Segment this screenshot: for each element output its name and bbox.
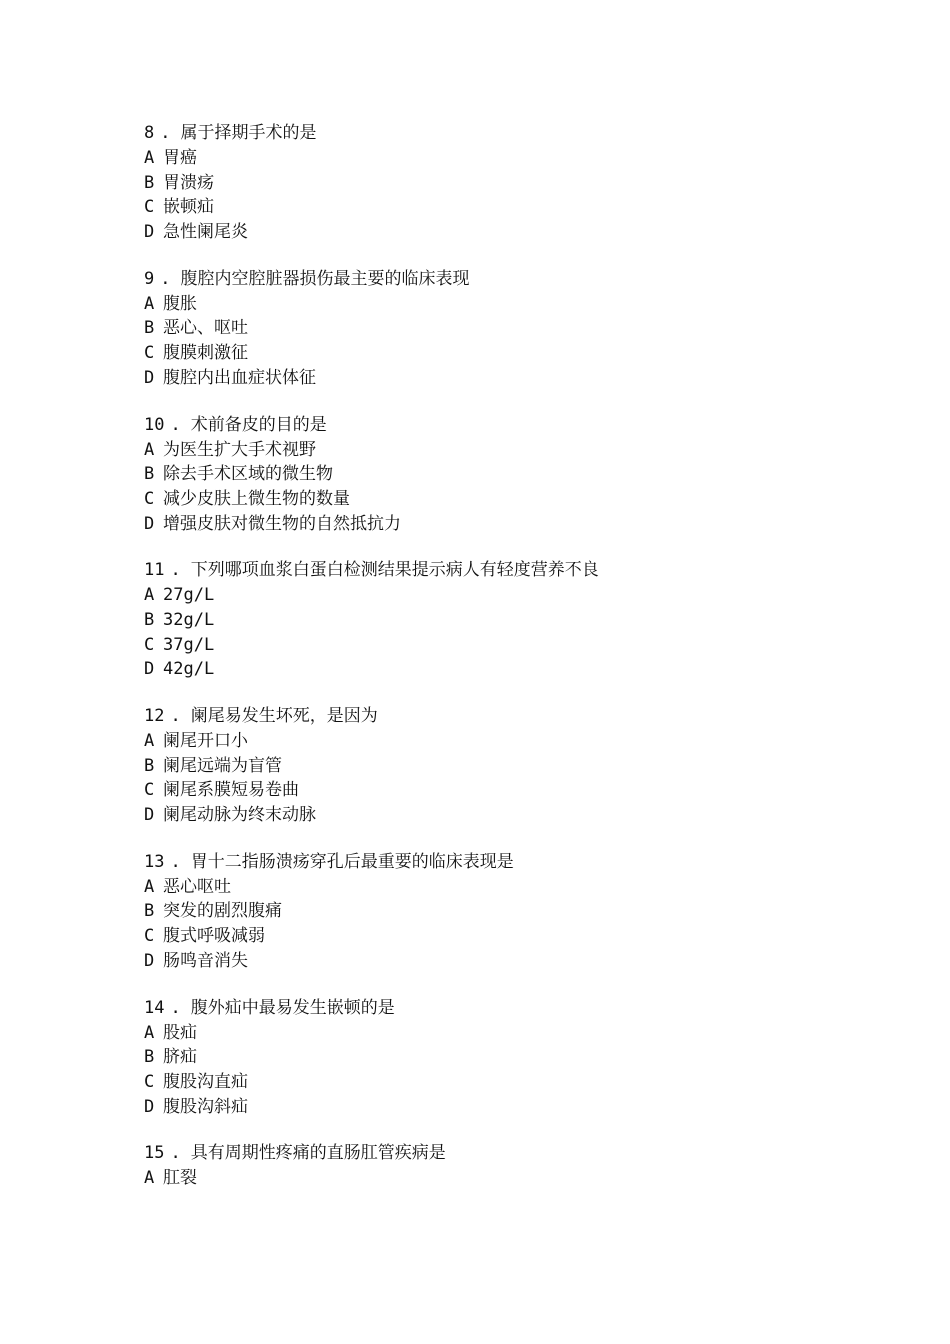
question-text: 术前备皮的目的是 <box>190 414 327 435</box>
option-a <box>144 292 904 317</box>
option-letter: A <box>144 1168 155 1189</box>
question-10 <box>144 413 904 537</box>
option-letter: D <box>144 367 155 388</box>
option-text: 嵌顿疝 <box>163 197 214 218</box>
question-stem <box>144 704 904 729</box>
question-dot: . <box>160 268 171 289</box>
option-d <box>144 512 904 537</box>
question-text: 腹腔内空腔脏器损伤最主要的临床表现 <box>180 268 470 289</box>
option-text: 肠鸣音消失 <box>163 950 248 971</box>
option-d <box>144 220 904 245</box>
question-stem <box>144 558 904 583</box>
question-number: 10 <box>144 414 165 435</box>
option-text: 减少皮肤上微生物的数量 <box>163 488 350 509</box>
option-letter: C <box>144 780 155 801</box>
question-number: 9 <box>144 268 155 289</box>
option-letter: B <box>144 464 155 485</box>
option-text: 阑尾系膜短易卷曲 <box>163 780 299 801</box>
option-letter: B <box>144 755 155 776</box>
option-letter: A <box>144 876 155 897</box>
question-stem <box>144 267 904 292</box>
option-c <box>144 778 904 803</box>
option-c <box>144 633 904 658</box>
option-text: 腹膜刺激征 <box>163 343 248 364</box>
option-letter: B <box>144 901 155 922</box>
option-d <box>144 949 904 974</box>
option-letter: C <box>144 1071 155 1092</box>
option-letter: D <box>144 222 155 243</box>
option-text: 37g/L <box>163 634 215 655</box>
option-text: 胃癌 <box>163 148 197 168</box>
option-letter: D <box>144 1096 155 1117</box>
option-letter: A <box>144 439 155 460</box>
question-number: 13 <box>144 851 165 872</box>
option-a <box>144 438 904 463</box>
option-text: 腹腔内出血症状体征 <box>163 367 316 388</box>
question-text: 下列哪项血浆白蛋白检测结果提示病人有轻度营养不良 <box>190 560 599 581</box>
question-text: 阑尾易发生坏死，是因为 <box>190 706 378 726</box>
option-text: 急性阑尾炎 <box>163 222 248 243</box>
option-letter: B <box>144 318 155 339</box>
question-9 <box>144 267 904 391</box>
question-text: 腹外疝中最易发生嵌顿的是 <box>190 997 395 1018</box>
option-text: 除去手术区域的微生物 <box>163 464 333 485</box>
question-15 <box>144 1141 904 1191</box>
question-number: 12 <box>144 706 165 726</box>
question-number: 11 <box>144 560 165 581</box>
option-text: 肛裂 <box>163 1168 197 1189</box>
option-d <box>144 1095 904 1120</box>
question-dot: . <box>160 123 171 143</box>
question-stem <box>144 996 904 1021</box>
option-c <box>144 1070 904 1095</box>
option-text: 27g/L <box>163 585 215 606</box>
option-letter: D <box>144 659 155 680</box>
option-letter: C <box>144 343 155 364</box>
question-dot: . <box>170 851 181 872</box>
option-text: 32g/L <box>163 609 215 630</box>
option-letter: C <box>144 634 155 655</box>
option-d <box>144 366 904 391</box>
option-letter: B <box>144 172 155 193</box>
option-text: 为医生扩大手术视野 <box>163 439 316 460</box>
option-letter: C <box>144 197 155 218</box>
option-b <box>144 171 904 196</box>
option-letter: C <box>144 488 155 509</box>
option-d <box>144 803 904 828</box>
document-page <box>144 121 904 1213</box>
option-letter: D <box>144 950 155 971</box>
option-text: 腹股沟直疝 <box>163 1071 248 1092</box>
question-dot: . <box>170 560 181 581</box>
option-a <box>144 875 904 900</box>
question-dot: . <box>170 706 181 726</box>
option-text: 阑尾动脉为终末动脉 <box>163 805 316 826</box>
question-14 <box>144 996 904 1120</box>
option-text: 阑尾开口小 <box>163 731 248 751</box>
option-text: 突发的剧烈腹痛 <box>163 901 282 922</box>
question-13 <box>144 850 904 974</box>
option-a <box>144 583 904 608</box>
option-text: 腹股沟斜疝 <box>163 1096 248 1117</box>
option-d <box>144 657 904 682</box>
option-letter: D <box>144 805 155 826</box>
option-b <box>144 899 904 924</box>
option-letter: C <box>144 926 155 947</box>
question-dot: . <box>170 414 181 435</box>
option-text: 腹式呼吸减弱 <box>163 926 265 947</box>
option-b <box>144 316 904 341</box>
question-number: 8 <box>144 123 155 143</box>
option-a <box>144 1021 904 1046</box>
question-dot: . <box>170 1143 181 1164</box>
question-stem <box>144 1141 904 1166</box>
option-c <box>144 487 904 512</box>
option-c <box>144 195 904 220</box>
question-text: 具有周期性疼痛的直肠肛管疾病是 <box>190 1143 446 1164</box>
option-b <box>144 1045 904 1070</box>
option-letter: B <box>144 609 155 630</box>
option-text: 股疝 <box>163 1022 197 1043</box>
question-stem <box>144 121 904 146</box>
question-number: 14 <box>144 997 165 1018</box>
question-11 <box>144 558 904 682</box>
option-text: 恶心呕吐 <box>163 876 231 897</box>
question-text: 属于择期手术的是 <box>180 123 317 143</box>
option-text: 胃溃疡 <box>163 172 214 193</box>
option-letter: B <box>144 1047 155 1068</box>
option-b <box>144 754 904 779</box>
option-text: 腹胀 <box>163 293 197 314</box>
option-c <box>144 341 904 366</box>
option-b <box>144 462 904 487</box>
option-letter: A <box>144 585 155 606</box>
question-stem <box>144 413 904 438</box>
option-text: 42g/L <box>163 659 215 680</box>
option-c <box>144 924 904 949</box>
option-a <box>144 1166 904 1191</box>
question-number: 15 <box>144 1143 165 1164</box>
question-12 <box>144 704 904 828</box>
option-text: 阑尾远端为盲管 <box>163 755 282 776</box>
option-a <box>144 146 904 171</box>
option-text: 脐疝 <box>163 1047 197 1068</box>
option-b <box>144 608 904 633</box>
option-letter: D <box>144 513 155 534</box>
question-text: 胃十二指肠溃疡穿孔后最重要的临床表现是 <box>190 851 514 872</box>
option-text: 增强皮肤对微生物的自然抵抗力 <box>163 513 401 534</box>
option-letter: A <box>144 293 155 314</box>
question-stem <box>144 850 904 875</box>
option-letter: A <box>144 731 155 751</box>
question-8 <box>144 121 904 245</box>
question-dot: . <box>170 997 181 1018</box>
option-a <box>144 729 904 754</box>
option-letter: A <box>144 148 155 168</box>
option-letter: A <box>144 1022 155 1043</box>
option-text: 恶心、呕吐 <box>163 318 248 339</box>
